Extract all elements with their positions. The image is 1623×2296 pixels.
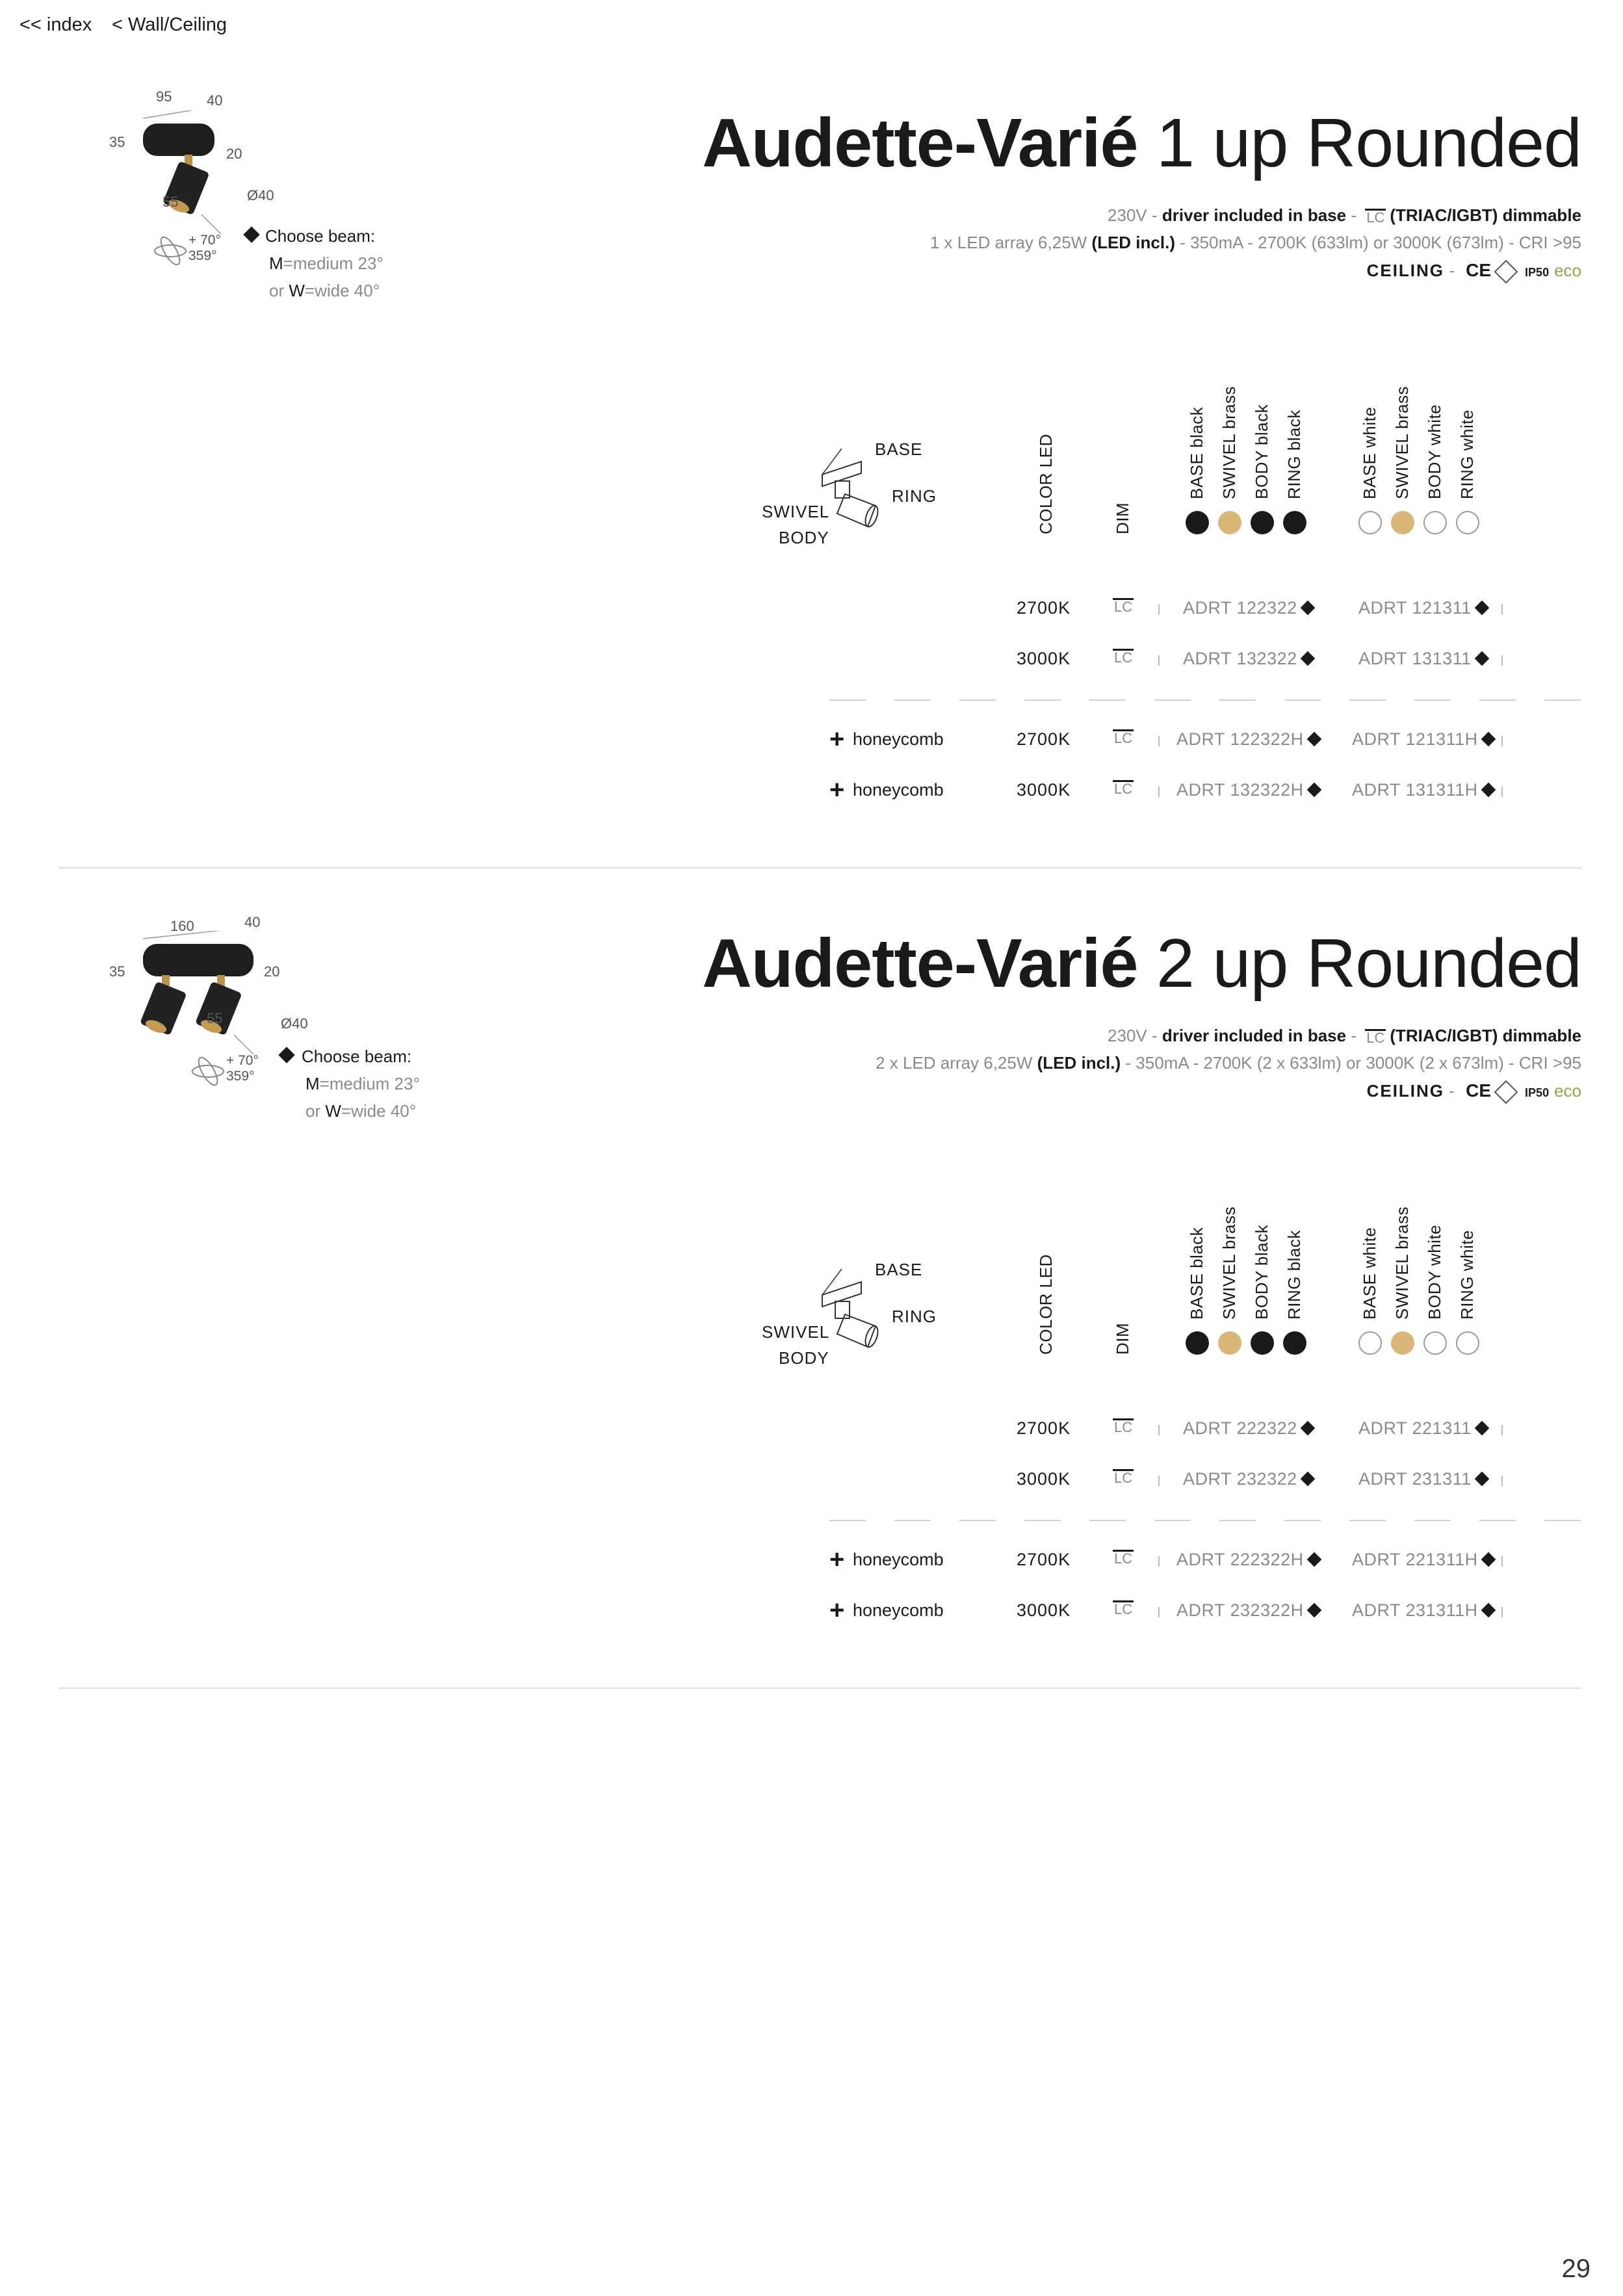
index-link[interactable]: << index [19, 14, 92, 35]
spec-mounting [1367, 1080, 1581, 1101]
spec-voltage: 230V [1108, 1026, 1147, 1045]
row-separator [829, 699, 1582, 701]
rotation-angle-icon [188, 1052, 227, 1091]
finish-header: SWIVEL brass [1219, 385, 1239, 499]
spec-led [876, 1053, 1581, 1073]
header-dim: DIM [1113, 502, 1132, 534]
finish-header: BASE black [1187, 1227, 1206, 1320]
spec-led-included: (LED incl.) [1037, 1053, 1121, 1073]
finish-swatch [1391, 511, 1414, 534]
beam-diamond-icon [1474, 1421, 1489, 1436]
part-label-body: BODY [779, 528, 829, 547]
spec-mounting [1367, 260, 1581, 281]
finish-header: SWIVEL brass [1219, 1206, 1239, 1320]
product-section-1up [0, 0, 1623, 819]
article-code[interactable] [1352, 729, 1494, 750]
part-label-swivel: SWIVEL [762, 1322, 830, 1342]
article-code-text: ADRT 132322 [1183, 649, 1297, 668]
beam-medium-value: =medium 23° [283, 254, 383, 273]
color-temperature: 2700K [1017, 598, 1071, 618]
finish-swatch [1186, 1331, 1209, 1355]
article-code[interactable] [1183, 649, 1313, 669]
beam-diamond-icon [1300, 1421, 1315, 1436]
article-code-text: ADRT 232322 [1183, 1469, 1297, 1489]
article-code[interactable] [1358, 598, 1487, 618]
tilt-angle: + 70° [226, 1053, 259, 1068]
dimension-width: 160 [170, 918, 194, 934]
beam-title: Choose beam: [265, 226, 376, 246]
beam-diamond-icon [1306, 732, 1321, 747]
rotate-angle: 359° [188, 248, 217, 263]
spec-mount: CEILING [1366, 261, 1445, 280]
color-temperature: 3000K [1017, 1600, 1071, 1620]
part-label-swivel: SWIVEL [762, 502, 830, 521]
beam-diamond-icon [1300, 1472, 1315, 1487]
lc-dimming-icon: LC [1366, 209, 1385, 226]
dimension-height: 35 [109, 134, 125, 150]
beam-choice [265, 222, 383, 304]
beam-diamond-icon [1481, 783, 1496, 798]
finish-header: BASE white [1360, 1227, 1379, 1320]
finish-swatch [1358, 511, 1382, 534]
article-code[interactable] [1352, 1550, 1494, 1570]
article-code-text: ADRT 122322 [1183, 598, 1297, 618]
column-tick [1158, 787, 1160, 797]
beam-medium [302, 1070, 420, 1097]
header-color-led: COLOR LED [1036, 1254, 1056, 1355]
spec-separator: - [1346, 1026, 1362, 1045]
honeycomb-option: honeycomb [853, 780, 944, 800]
lc-dimming-icon: LC [1366, 1029, 1385, 1046]
finish-header: BASE white [1360, 406, 1379, 499]
beam-wide-key: W [325, 1101, 341, 1121]
eco-icon: eco [1554, 1081, 1581, 1101]
lc-dimming-icon: LC [1114, 1550, 1133, 1567]
ip-rating: IP50 [1525, 266, 1550, 279]
spec-led-output: - 350mA - 2700K (2 x 633lm) or 3000K (2 x 673lm) - CRI >95 [1121, 1053, 1581, 1073]
color-temperature: 3000K [1017, 1469, 1071, 1489]
article-code-text: ADRT 222322 [1183, 1418, 1297, 1438]
article-code[interactable] [1358, 649, 1487, 669]
honeycomb-option: honeycomb [853, 1600, 944, 1620]
dimension-width: 95 [156, 88, 172, 105]
part-label-base: BASE [875, 1260, 923, 1279]
lc-dimming-icon: LC [1114, 781, 1133, 797]
finish-swatch [1251, 511, 1274, 534]
page-number: 29 [1561, 2254, 1591, 2283]
spec-separator: - [1444, 1081, 1460, 1101]
beam-diamond-icon [1306, 1552, 1321, 1567]
plus-icon: + [829, 776, 845, 804]
column-tick [1501, 736, 1503, 746]
finish-header: BASE black [1187, 406, 1206, 499]
lc-dimming-icon: LC [1114, 1601, 1133, 1617]
beam-or: or [305, 1101, 326, 1121]
article-code-text: ADRT 122322H [1176, 729, 1304, 749]
beam-wide [302, 1097, 420, 1125]
finish-swatch [1186, 511, 1209, 534]
beam-wide-key: W [289, 281, 305, 300]
beam-diamond-icon [1474, 651, 1489, 666]
color-temperature: 2700K [1017, 1418, 1071, 1438]
finish-header: RING white [1457, 410, 1477, 499]
column-tick [1158, 655, 1160, 666]
dimension-diameter: Ø40 [247, 187, 274, 203]
finish-header: RING black [1284, 1230, 1304, 1320]
spec-mount: CEILING [1366, 1081, 1445, 1101]
article-code-text: ADRT 222322H [1176, 1550, 1304, 1569]
column-tick [1501, 787, 1503, 797]
finish-header: BODY black [1252, 404, 1271, 499]
product-title-variant: 2 up Rounded [1137, 925, 1581, 1002]
section-divider [58, 1688, 1581, 1689]
article-code[interactable] [1352, 780, 1494, 800]
ce-mark-icon: CE [1466, 1080, 1492, 1101]
beam-medium [265, 250, 383, 277]
finish-swatch [1456, 1331, 1479, 1355]
dimension-stem: 20 [226, 146, 242, 162]
finish-header: BODY black [1252, 1224, 1271, 1320]
spec-separator: - [1147, 205, 1162, 225]
finish-header: RING white [1457, 1230, 1477, 1320]
column-tick [1501, 1607, 1503, 1617]
article-code[interactable] [1176, 1550, 1319, 1570]
article-code-text: ADRT 232322H [1176, 1600, 1304, 1620]
column-tick [1158, 1425, 1160, 1435]
article-code-text: ADRT 231311 [1358, 1469, 1472, 1489]
spec-led-included: (LED incl.) [1091, 233, 1175, 252]
finish-swatch [1423, 1331, 1447, 1355]
dimension-body: 55 [162, 194, 179, 210]
beam-diamond-icon [1481, 732, 1496, 747]
wall-ceiling-link[interactable]: < Wall/Ceiling [112, 14, 227, 35]
finish-swatch [1456, 511, 1479, 534]
honeycomb-option: honeycomb [853, 729, 944, 749]
part-label-ring: RING [892, 486, 937, 506]
beam-diamond-icon [1481, 1552, 1496, 1567]
lc-dimming-icon: LC [1114, 1419, 1133, 1435]
rotation-angle-icon [151, 231, 190, 270]
beam-diamond-icon [1481, 1603, 1496, 1618]
spec-led [930, 233, 1581, 253]
beam-diamond-icon [1300, 651, 1315, 666]
beam-diamond-icon [1306, 1603, 1321, 1618]
product-title-variant: 1 up Rounded [1137, 105, 1581, 181]
beam-medium-key: M [269, 254, 283, 273]
beam-diamond-icon [1306, 783, 1321, 798]
product-section-2up [0, 820, 1623, 1639]
spec-electrical [1108, 1026, 1581, 1046]
finish-header: BODY white [1425, 404, 1444, 499]
article-code[interactable] [1358, 1469, 1487, 1489]
lc-dimming-icon: LC [1114, 599, 1133, 615]
header-dim: DIM [1113, 1322, 1132, 1355]
rotate-angle: 359° [226, 1069, 255, 1084]
spec-led-output: - 350mA - 2700K (633lm) or 3000K (673lm) - CRI >95 [1175, 233, 1581, 252]
plus-icon: + [829, 1596, 845, 1624]
beam-diamond-icon [1474, 601, 1489, 616]
article-code[interactable] [1358, 1418, 1487, 1439]
row-separator [829, 1520, 1582, 1521]
article-code[interactable] [1352, 1600, 1494, 1621]
spec-dimming: (TRIAC/IGBT) dimmable [1390, 205, 1581, 225]
beam-choice [302, 1043, 420, 1125]
beam-wide-value: =wide 40° [341, 1101, 417, 1121]
plus-icon: + [829, 1545, 845, 1574]
dimension-depth: 40 [244, 914, 261, 930]
spec-driver: driver included in base [1162, 1026, 1347, 1045]
column-tick [1501, 1425, 1503, 1435]
column-tick [1501, 1556, 1503, 1567]
product-title-family: Audette-Varié [702, 925, 1138, 1002]
article-code-text: ADRT 121311 [1358, 598, 1472, 618]
class-ii-icon [1494, 260, 1518, 284]
plus-icon: + [829, 725, 845, 753]
finish-swatch [1283, 1331, 1306, 1355]
product-title-family: Audette-Varié [702, 105, 1138, 181]
finish-swatch [1391, 1331, 1414, 1355]
spec-driver: driver included in base [1162, 205, 1347, 225]
dimension-body: 55 [207, 1010, 223, 1026]
article-code-text: ADRT 221311H [1352, 1550, 1478, 1569]
article-code[interactable] [1183, 598, 1313, 618]
class-ii-icon [1494, 1080, 1518, 1104]
ip-rating: IP50 [1525, 1086, 1550, 1099]
dimension-height: 35 [109, 963, 125, 980]
part-label-body: BODY [779, 1348, 829, 1368]
article-code[interactable] [1176, 780, 1319, 800]
color-temperature: 2700K [1017, 1550, 1071, 1569]
ce-mark-icon: CE [1466, 260, 1492, 280]
finish-swatch [1251, 1331, 1274, 1355]
spec-led-array: 1 x LED array 6,25W [929, 233, 1092, 252]
spec-voltage: 230V [1108, 205, 1147, 225]
spec-separator: - [1346, 205, 1362, 225]
column-tick [1158, 1607, 1160, 1617]
article-code[interactable] [1183, 1469, 1313, 1489]
product-title [702, 924, 1581, 1003]
beam-wide [265, 277, 383, 304]
column-tick [1158, 1556, 1160, 1567]
article-code-text: ADRT 231311H [1352, 1600, 1478, 1620]
finish-header: RING black [1284, 410, 1304, 499]
lc-dimming-icon: LC [1114, 730, 1133, 746]
article-code-text: ADRT 131311 [1358, 649, 1472, 668]
article-code-text: ADRT 132322H [1176, 780, 1304, 800]
article-code[interactable] [1176, 1600, 1319, 1621]
column-tick [1158, 605, 1160, 615]
spec-electrical [1108, 205, 1581, 226]
finish-swatch [1423, 511, 1447, 534]
tilt-angle: + 70° [188, 233, 221, 248]
finish-swatch [1218, 511, 1241, 534]
dimension-stem: 20 [264, 963, 280, 980]
finish-header: BODY white [1425, 1224, 1444, 1320]
beam-medium-value: =medium 23° [319, 1074, 420, 1093]
eco-icon: eco [1554, 261, 1581, 280]
beam-or: or [269, 281, 289, 300]
finish-header: SWIVEL brass [1392, 385, 1412, 499]
spec-led-array: 2 x LED array 6,25W [876, 1053, 1037, 1073]
article-code-text: ADRT 221311 [1358, 1418, 1472, 1438]
finish-header: SWIVEL brass [1392, 1206, 1412, 1320]
color-temperature: 2700K [1017, 729, 1071, 749]
finish-swatch [1218, 1331, 1241, 1355]
article-code-text: ADRT 131311H [1352, 780, 1478, 800]
column-tick [1501, 1476, 1503, 1486]
beam-title: Choose beam: [302, 1047, 412, 1066]
lc-dimming-icon: LC [1114, 1470, 1133, 1486]
dimension-depth: 40 [207, 92, 223, 109]
beam-wide-value: =wide 40° [304, 281, 380, 300]
spec-dimming: (TRIAC/IGBT) dimmable [1390, 1026, 1581, 1045]
header-color-led: COLOR LED [1036, 434, 1056, 534]
finish-swatch [1283, 511, 1306, 534]
color-temperature: 3000K [1017, 649, 1071, 668]
column-tick [1501, 655, 1503, 666]
product-title [702, 104, 1581, 183]
dimension-diameter: Ø40 [281, 1015, 308, 1032]
honeycomb-option: honeycomb [853, 1550, 944, 1569]
article-code[interactable] [1176, 729, 1319, 750]
column-tick [1158, 736, 1160, 746]
angle-values [188, 233, 221, 264]
part-label-base: BASE [875, 439, 923, 459]
beam-diamond-icon [1474, 1472, 1489, 1487]
column-tick [1158, 1476, 1160, 1486]
angle-values [226, 1053, 259, 1084]
article-code-text: ADRT 121311H [1352, 729, 1478, 749]
beam-diamond-icon [1300, 601, 1315, 616]
finish-swatch [1358, 1331, 1382, 1355]
column-tick [1501, 605, 1503, 615]
beam-medium-key: M [305, 1074, 320, 1093]
spec-separator: - [1444, 261, 1460, 280]
lc-dimming-icon: LC [1114, 649, 1133, 666]
color-temperature: 3000K [1017, 780, 1071, 800]
article-code[interactable] [1183, 1418, 1313, 1439]
spec-separator: - [1147, 1026, 1162, 1045]
part-label-ring: RING [892, 1307, 937, 1326]
